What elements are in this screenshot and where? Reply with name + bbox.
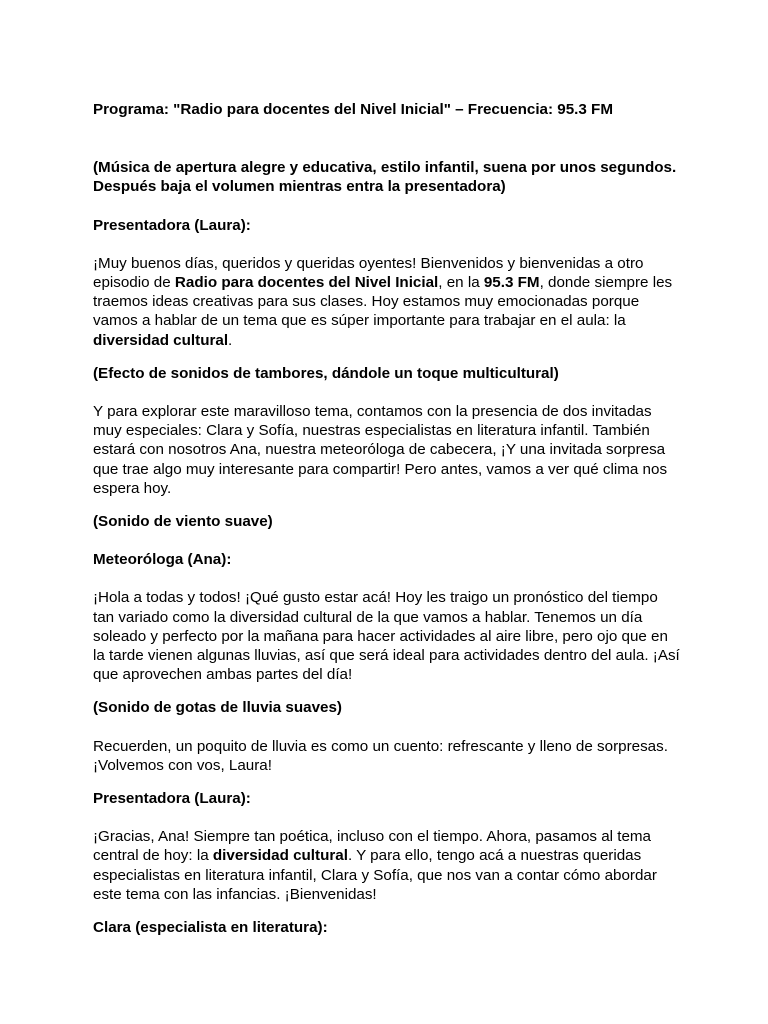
text-run: , donde siempre les traemos ideas creativas para sus clases. Hoy estamos muy emocionadas porque vamos a hablar de un tema que es súper importante para trabajar en el aula: la	[93, 274, 673, 330]
paragraph-guests: Y para explorar este maravilloso tema, contamos con la presencia de dos invitadas muy especiales: Clara y Sofía, nuestras especialistas en literatura infantil. También estará con nosotros Ana, nuestra meteoróloga de cabecera, ¡Y una invitada sorpresa que trae algo muy interesante para compartir! Pero antes, vamos a ver qué clima nos espera hoy.	[93, 403, 668, 497]
speaker-laura-heading: Presentadora (Laura):	[93, 216, 251, 234]
paragraph-rain: Recuerden, un poquito de lluvia es como un cuento: refrescante y lleno de sorpresas. ¡Volvemos con vos, Laura!	[93, 737, 668, 774]
program-title: Programa: "Radio para docentes del Nivel Inicial" – Frecuencia: 95.3 FM	[93, 101, 613, 118]
paragraph-laura-topic	[93, 827, 683, 904]
cue-rain: (Sonido de gotas de lluvia suaves)	[93, 699, 342, 717]
bold-topic: diversidad cultural	[93, 331, 229, 349]
cue-drums: (Efecto de sonidos de tambores, dándole un toque multicultural)	[93, 364, 559, 382]
speaker-laura-heading-2: Presentadora (Laura):	[93, 790, 251, 808]
paragraph-weather: ¡Hola a todas y todos! ¡Qué gusto estar acá! Hoy les traigo un pronóstico del tiempo tan variado como la diversidad cultural de la que vamos a hablar. Tenemos un día soleado y perfecto por la mañana para hacer actividades al aire libre, pero ojo que en la tarde vienen algunas lluvias, así que será ideal para actividades dentro del aula. ¡Así que aprovechen ambas partes del día!	[93, 589, 680, 684]
paragraph-laura-intro	[93, 254, 683, 350]
bold-program-name: Radio para docentes del Nivel Inicial	[174, 274, 439, 292]
text-run: ¡Gracias, Ana! Siempre tan poética, incluso con el tiempo. Ahora, pasamos al tema central de hoy: la	[93, 828, 652, 865]
bold-frequency: 95.3 FM	[483, 274, 540, 292]
bold-topic: diversidad cultural	[212, 847, 348, 865]
text-run: . Y para ello, tengo acá a nuestras queridas especialistas en literatura infantil, Clara y Sofía, que nos van a contar cómo abordar este tema con las infancias. ¡Bienvenidas!	[93, 847, 657, 903]
text-run: ¡Muy buenos días, queridos y queridas oyentes! Bienvenidos y bienvenidas a otro episodio de	[93, 254, 644, 292]
text-run: , en la	[438, 274, 484, 292]
speaker-ana-heading: Meteoróloga (Ana):	[93, 551, 232, 569]
document-page	[93, 100, 683, 956]
cue-wind: (Sonido de viento suave)	[93, 513, 273, 531]
text-run: .	[228, 331, 233, 349]
cue-opening-music: (Música de apertura alegre y educativa, estilo infantil, suena por unos segundos. Después baja el volumen mientras entra la presentadora)	[93, 159, 677, 196]
speaker-clara-heading: Clara (especialista en literatura):	[93, 919, 328, 937]
